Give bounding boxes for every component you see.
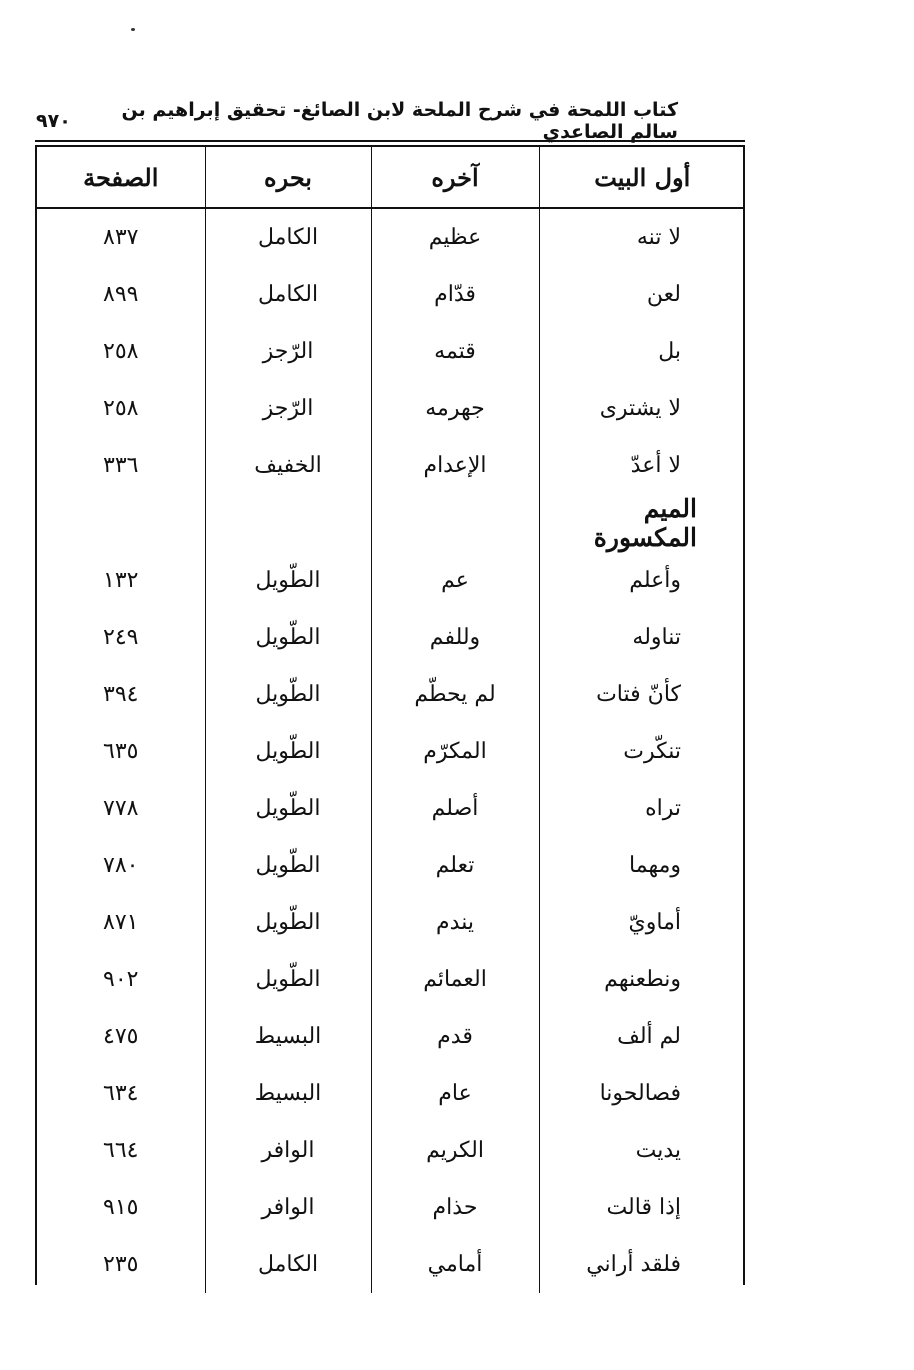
cell-page: ٨٩٩ xyxy=(37,266,205,323)
cell-page: ٦٣٥ xyxy=(37,723,205,780)
cell-first-word: ومهما xyxy=(629,853,681,878)
cell-last-word: قتمه xyxy=(371,323,539,380)
cell-meter: الطّويل xyxy=(205,723,371,780)
cell-page: ٩١٥ xyxy=(37,1179,205,1236)
table-row xyxy=(37,208,745,266)
cell-first-word: لا تنه xyxy=(636,225,681,250)
cell-last-word: تعلم xyxy=(371,837,539,894)
table-row xyxy=(37,1122,745,1179)
cell-page: ٢٤٩ xyxy=(37,609,205,666)
empty-cell xyxy=(371,494,539,552)
cell-page: ٨٣٧ xyxy=(37,208,205,266)
table-row xyxy=(37,1065,745,1122)
cell-page: ٧٨٠ xyxy=(37,837,205,894)
cell-meter: الطّويل xyxy=(205,780,371,837)
cell-page: ٣٩٤ xyxy=(37,666,205,723)
cell-last-word: أصلم xyxy=(371,780,539,837)
column-header-page: الصفحة xyxy=(37,146,205,208)
cell-first-word: تراه xyxy=(645,796,681,821)
cell-first-word: لم ألف xyxy=(617,1024,681,1049)
cell-page: ٧٧٨ xyxy=(37,780,205,837)
cell-meter: البسيط xyxy=(205,1065,371,1122)
cell-first-word: وأعلم xyxy=(629,568,681,593)
cell-first-word: كأنّ فتات xyxy=(596,682,681,707)
cell-first-word: لا يشترى xyxy=(599,396,681,421)
table-row xyxy=(37,951,745,1008)
cell-last-word: العمائم xyxy=(371,951,539,1008)
verse-index-table-frame xyxy=(35,145,745,1285)
cell-first-word: إذا قالت xyxy=(606,1195,681,1220)
cell-meter: الرّجز xyxy=(205,323,371,380)
verse-index-table xyxy=(37,145,745,1293)
cell-last-word: قدّام xyxy=(371,266,539,323)
cell-meter: الطّويل xyxy=(205,609,371,666)
table-row xyxy=(37,1236,745,1293)
cell-meter: الطّويل xyxy=(205,552,371,609)
cell-meter: الكامل xyxy=(205,208,371,266)
cell-last-word: أمامي xyxy=(371,1236,539,1293)
table-row xyxy=(37,666,745,723)
cell-first-word: ونطعنهم xyxy=(604,967,681,992)
table-row xyxy=(37,780,745,837)
cell-page: ٦٣٤ xyxy=(37,1065,205,1122)
cell-first-word: أماويّ xyxy=(628,910,681,935)
cell-first-word: لعن xyxy=(646,282,681,307)
section-heading: الميم المكسورة xyxy=(593,494,697,552)
column-header-first-word: أول البيت xyxy=(539,146,745,208)
page-number: ٩٧٠ xyxy=(36,110,71,132)
page-header xyxy=(36,99,678,143)
cell-first-word: فصالحونا xyxy=(599,1081,681,1106)
cell-page: ٢٥٨ xyxy=(37,380,205,437)
cell-last-word: الكريم xyxy=(371,1122,539,1179)
cell-last-word: الإعدام xyxy=(371,437,539,494)
cell-last-word: المكرّم xyxy=(371,723,539,780)
cell-first-word: فلقد أراني xyxy=(586,1252,681,1277)
header-title: كتاب اللمحة في شرح الملحة لابن الصائغ- تحقيق إبراهيم بن سالم الصاعدي xyxy=(121,99,678,143)
cell-page: ٨٧١ xyxy=(37,894,205,951)
cell-last-word: حذام xyxy=(371,1179,539,1236)
cell-meter: الرّجز xyxy=(205,380,371,437)
cell-last-word: لم يحطّم xyxy=(371,666,539,723)
table-row xyxy=(37,894,745,951)
cell-first-word: تنكّرت xyxy=(623,739,681,764)
table-row xyxy=(37,552,745,609)
cell-first-word: يديت xyxy=(635,1138,681,1163)
table-row xyxy=(37,437,745,494)
table-row xyxy=(37,609,745,666)
cell-meter: البسيط xyxy=(205,1008,371,1065)
cell-page: ٩٠٢ xyxy=(37,951,205,1008)
cell-page: ٢٣٥ xyxy=(37,1236,205,1293)
cell-last-word: عظيم xyxy=(371,208,539,266)
cell-last-word: وللفم xyxy=(371,609,539,666)
table-row xyxy=(37,837,745,894)
cell-last-word: عم xyxy=(371,552,539,609)
cell-last-word: جهرمه xyxy=(371,380,539,437)
section-heading-row xyxy=(37,494,745,552)
cell-page: ٢٥٨ xyxy=(37,323,205,380)
ink-speck xyxy=(131,28,135,31)
cell-page: ١٣٢ xyxy=(37,552,205,609)
table-row xyxy=(37,1008,745,1065)
table-row xyxy=(37,1179,745,1236)
cell-last-word: عام xyxy=(371,1065,539,1122)
cell-meter: الكامل xyxy=(205,266,371,323)
cell-page: ٤٧٥ xyxy=(37,1008,205,1065)
cell-meter: الخفيف xyxy=(205,437,371,494)
cell-last-word: قدم xyxy=(371,1008,539,1065)
column-header-last-word: آخره xyxy=(371,146,539,208)
empty-cell xyxy=(37,494,205,552)
cell-meter: الوافر xyxy=(205,1122,371,1179)
cell-meter: الطّويل xyxy=(205,666,371,723)
column-header-meter: بحره xyxy=(205,146,371,208)
header-rule xyxy=(35,140,745,142)
table-row xyxy=(37,323,745,380)
cell-meter: الكامل xyxy=(205,1236,371,1293)
empty-cell xyxy=(205,494,371,552)
cell-last-word: يندم xyxy=(371,894,539,951)
table-header-row xyxy=(37,146,745,208)
cell-meter: الطّويل xyxy=(205,894,371,951)
table-body xyxy=(37,208,745,1293)
cell-first-word: تناوله xyxy=(632,625,681,650)
table-row xyxy=(37,380,745,437)
cell-first-word: لا أعدّ xyxy=(630,453,681,478)
cell-meter: الطّويل xyxy=(205,951,371,1008)
cell-meter: الوافر xyxy=(205,1179,371,1236)
cell-first-word: بل xyxy=(658,339,681,364)
cell-meter: الطّويل xyxy=(205,837,371,894)
table-row xyxy=(37,723,745,780)
cell-page: ٦٦٤ xyxy=(37,1122,205,1179)
cell-page: ٣٣٦ xyxy=(37,437,205,494)
table-row xyxy=(37,266,745,323)
